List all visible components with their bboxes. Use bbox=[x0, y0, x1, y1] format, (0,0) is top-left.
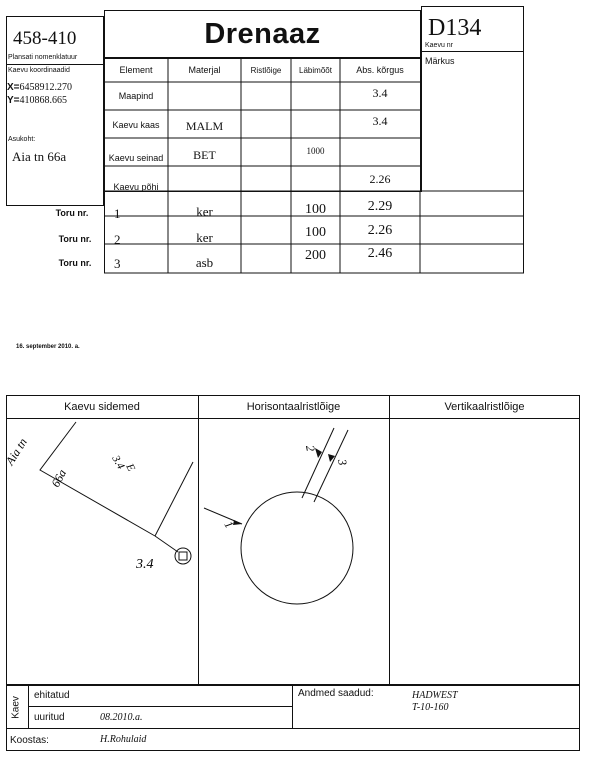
panel-title-connections: Kaevu sidemed bbox=[64, 401, 140, 413]
sketch-well-height-label: 3.4 bbox=[136, 557, 154, 572]
sketch-side-label: E bbox=[123, 461, 138, 474]
well-circle bbox=[241, 492, 353, 604]
form-date: 16. september 2010. a. bbox=[16, 344, 80, 350]
row-height-ground: 3.4 bbox=[372, 85, 388, 100]
pipe-height-2: 2.26 bbox=[367, 223, 393, 238]
pipe-nr-3: 3 bbox=[114, 256, 121, 271]
col-header-diameter: Läbimõõt bbox=[299, 65, 332, 75]
row-height-bottom: 2.26 bbox=[369, 171, 391, 186]
remarks-label: Märkus bbox=[425, 56, 455, 66]
location-label: Asukoht: bbox=[8, 136, 36, 143]
data-source-line-1: HADWEST bbox=[412, 690, 458, 701]
sketch-house-label: 66a bbox=[48, 466, 70, 490]
well-number-value: D134 bbox=[428, 15, 482, 41]
col-header-element: Element bbox=[119, 65, 153, 75]
x-label: X= bbox=[7, 82, 20, 93]
row-element-lid: Kaevu kaas bbox=[112, 120, 160, 130]
row-height-lid: 3.4 bbox=[372, 113, 388, 128]
dimension-line bbox=[155, 462, 193, 536]
built-label: ehitatud bbox=[34, 690, 70, 701]
pipe-2-line-a bbox=[302, 428, 334, 498]
pipe-label-1: Toru nr. bbox=[55, 208, 89, 218]
footer-side-label: Kaev bbox=[10, 696, 22, 719]
pipe-material-2: ker bbox=[196, 230, 213, 245]
row-element-bottom: Kaevu põhi bbox=[113, 182, 159, 192]
pipe-2-line-b bbox=[314, 430, 348, 502]
coordinates-label: Kaevu koordinaadid bbox=[8, 67, 70, 74]
pipe-diameter-3: 200 bbox=[305, 248, 326, 263]
panel-title-vertical: Vertikaalristlõige bbox=[444, 401, 525, 413]
pipe-nr-1: 1 bbox=[114, 206, 121, 221]
pipe-label-3: Toru nr. bbox=[58, 258, 92, 268]
well-symbol bbox=[175, 548, 191, 564]
sketch-street-label: Aia tn bbox=[2, 435, 30, 468]
col-header-material: Materjal bbox=[188, 65, 221, 75]
y-value: 410868.665 bbox=[19, 95, 68, 106]
well-link-line bbox=[155, 536, 178, 552]
sketch-pipe-3-label: 3 bbox=[335, 458, 350, 467]
pipe-diameter-2: 100 bbox=[305, 225, 326, 240]
row-material-walls: BET bbox=[193, 147, 216, 162]
footer-block bbox=[6, 685, 580, 729]
data-source-label: Andmed saadud: bbox=[298, 688, 374, 699]
row-element-ground: Maapind bbox=[118, 91, 154, 101]
pipe-label-2: Toru nr. bbox=[58, 234, 92, 244]
nomenclature-value: 458-410 bbox=[13, 28, 77, 49]
nomenclature-label: Plansati nomenklatuur bbox=[8, 54, 78, 61]
row-material-lid: MALM bbox=[185, 118, 224, 133]
row-element-walls: Kaevu seinad bbox=[108, 153, 164, 163]
x-value: 6458912.270 bbox=[19, 82, 73, 93]
sketch-pipe-1-label: 1 bbox=[221, 518, 237, 531]
pipe-material-1: ker bbox=[196, 204, 213, 219]
panel-title-horizontal: Horisontaalristlõige bbox=[246, 401, 341, 413]
surveyed-label: uuritud bbox=[34, 712, 65, 723]
pipe-diameter-1: 100 bbox=[305, 202, 326, 217]
row-diameter-walls: 1000 bbox=[306, 146, 325, 156]
pipe-height-3: 2.46 bbox=[367, 246, 393, 261]
sketch-dimension-label: 3.4 bbox=[109, 453, 127, 472]
compiled-label: Koostas: bbox=[10, 735, 49, 746]
location-value: Aia tn 66a bbox=[12, 149, 67, 164]
well-symbol-inner bbox=[179, 552, 187, 560]
sketch-pipe-2-label: 2 bbox=[303, 444, 318, 453]
well-number-label: Kaevu nr bbox=[425, 42, 454, 49]
compiled-row bbox=[6, 729, 580, 751]
pipe-nr-2: 2 bbox=[114, 232, 121, 247]
form-title: Drenaaz bbox=[204, 17, 321, 50]
surveyed-value: 08.2010.a. bbox=[100, 712, 143, 723]
pipe-height-1: 2.29 bbox=[367, 199, 393, 214]
col-header-height: Abs. kõrgus bbox=[356, 65, 404, 75]
y-label: Y= bbox=[7, 95, 20, 106]
col-header-cross-section: Ristlõige bbox=[250, 65, 282, 75]
pipe-material-3: asb bbox=[195, 255, 214, 270]
compiled-value: H.Rohulaid bbox=[100, 734, 147, 745]
data-source-line-2: T-10-160 bbox=[412, 702, 449, 713]
